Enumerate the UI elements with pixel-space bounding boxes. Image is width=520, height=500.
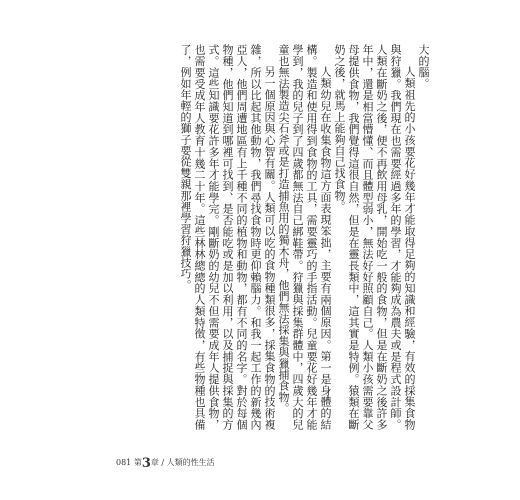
chapter-suffix: 章	[150, 458, 159, 467]
page-number: 081	[116, 458, 132, 467]
paragraph-4: 另一個原因與心智有關。人類可以吃的食物種類很多，採集食物的技術複雜，所以比起其他動物，我們尋找食物時更仰賴腦力。和我一起工作的新幾內亞人，他們周遭地區有上千種不同的植物和動物，都有不同的名字。對於每個物種，他們知道到哪裡可找到、是否能吃或是加以利用，以及捕捉與採集的方式。這些知識要花許多年才能學完。剛斷奶的幼兒不但需要成年人提供食物，也需要受成年人教育十幾二十年。這些林林總總的人類特徵，有些物種也具備了，例如年輕的獅子要從雙親那裡學習狩獵技巧。	[179, 44, 276, 430]
chapter-number: 3	[141, 456, 151, 471]
paragraph-2: 人類祖先的小孩要花好幾年才能取得足夠的知識和經驗，有效的採集食物與狩獵。我們現在也需要經過多年的學習，才能夠成為農夫或是程式設計師。人類在斷奶之後，便不再飲用母乳，開始吃一般的食物，但是在斷奶之後許多年中，還是相當懵懂、而且體型弱小，無法好好照顧自己。人類小孩需要靠父母提供食物，我們覺得這很自然，但是在靈長類中，這其實是特例。猿類在斷奶之後，就馬上能夠自己找食物。	[333, 44, 416, 430]
paragraph-1: 大的腦。	[417, 44, 430, 89]
chapter-prefix: 第	[133, 458, 142, 467]
body-text	[118, 44, 430, 430]
chapter-title: 人類的性生活	[166, 458, 215, 467]
chapter-label	[133, 456, 165, 471]
page-footer	[116, 456, 215, 471]
paragraph-3: 人類幼兒在收集食物這方面表現笨拙，主要有兩個原因。第一是身體的結構。製造和使用得到食物的工具，需要靈巧的手指活動。兒童要花好幾年才能學到，我的兒子到了四歲都無法自己綁鞋帶。狩獵與採集群體中，四歲大的兒童也無法製造尖石斧或是打造捕魚用的獨木舟，他們無法採集與獵捕食物。	[277, 44, 332, 430]
footer-separator: /	[161, 458, 165, 467]
